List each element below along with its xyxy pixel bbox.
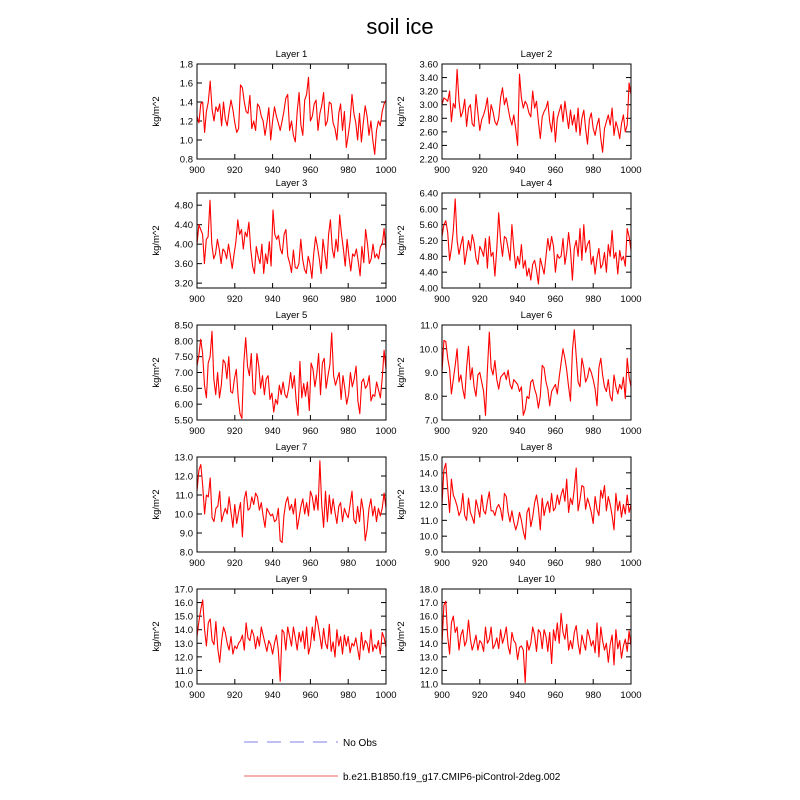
y-tick-label: 11.0 bbox=[420, 679, 438, 691]
x-tick-label: 940 bbox=[509, 165, 526, 176]
x-tick-label: 980 bbox=[585, 294, 602, 305]
y-tick-label: 14.0 bbox=[174, 625, 193, 637]
x-tick-label: 960 bbox=[302, 426, 319, 437]
x-tick-label: 980 bbox=[340, 294, 357, 305]
y-tick-label: 9.0 bbox=[424, 547, 438, 559]
y-tick-label: 8.0 bbox=[179, 547, 193, 559]
y-axis-label: kg/m^2 bbox=[396, 357, 407, 388]
legend-obs-label: No Obs bbox=[343, 738, 377, 749]
y-tick-label: 2.80 bbox=[419, 113, 438, 125]
y-tick-label: 13.0 bbox=[419, 652, 438, 664]
panel-title: Layer 10 bbox=[518, 574, 555, 585]
y-axis-label: kg/m^2 bbox=[151, 621, 162, 652]
y-axis-label: kg/m^2 bbox=[151, 357, 162, 388]
x-tick-label: 1000 bbox=[375, 294, 397, 305]
y-tick-label: 8.50 bbox=[174, 320, 193, 332]
figure-title: soil ice bbox=[366, 14, 434, 39]
x-tick-label: 900 bbox=[189, 165, 205, 176]
y-tick-label: 1.0 bbox=[179, 135, 193, 147]
series-line bbox=[197, 77, 386, 154]
series-line bbox=[197, 600, 386, 681]
panel-title: Layer 5 bbox=[275, 310, 308, 321]
x-tick-label: 960 bbox=[302, 558, 319, 569]
y-tick-label: 16.0 bbox=[174, 598, 193, 610]
x-tick-label: 980 bbox=[340, 558, 357, 569]
y-tick-label: 6.50 bbox=[174, 383, 193, 395]
series-line bbox=[197, 200, 386, 278]
series-line bbox=[442, 199, 631, 284]
panel-layer-7 bbox=[151, 442, 397, 569]
y-tick-label: 15.0 bbox=[174, 611, 193, 623]
y-tick-label: 14.0 bbox=[419, 638, 438, 650]
x-tick-label: 980 bbox=[585, 426, 602, 437]
y-tick-label: 4.80 bbox=[174, 200, 193, 212]
x-tick-label: 900 bbox=[189, 426, 205, 437]
y-tick-label: 17.0 bbox=[419, 598, 438, 610]
y-tick-label: 2.40 bbox=[419, 140, 438, 152]
y-tick-label: 1.2 bbox=[179, 116, 193, 128]
y-tick-label: 11.0 bbox=[420, 320, 438, 332]
y-tick-label: 11.0 bbox=[420, 515, 438, 527]
x-tick-label: 960 bbox=[302, 165, 319, 176]
y-tick-label: 2.60 bbox=[419, 127, 438, 139]
x-tick-label: 940 bbox=[264, 690, 281, 701]
y-axis-label: kg/m^2 bbox=[151, 489, 162, 520]
x-tick-label: 940 bbox=[509, 558, 526, 569]
series-line bbox=[197, 331, 386, 418]
x-tick-label: 960 bbox=[547, 294, 564, 305]
y-tick-label: 6.40 bbox=[419, 188, 438, 200]
series-line bbox=[442, 463, 631, 539]
series-line bbox=[442, 69, 631, 152]
plot-frame bbox=[442, 457, 631, 552]
x-tick-label: 980 bbox=[340, 165, 357, 176]
y-tick-label: 1.6 bbox=[179, 78, 193, 90]
panel-layer-3 bbox=[151, 178, 397, 305]
x-tick-label: 900 bbox=[434, 690, 450, 701]
y-tick-label: 9.0 bbox=[424, 368, 438, 379]
y-tick-label: 11.0 bbox=[175, 490, 193, 502]
y-axis-label: kg/m^2 bbox=[151, 225, 162, 256]
series-line bbox=[442, 601, 631, 682]
x-tick-label: 920 bbox=[226, 558, 243, 569]
y-tick-label: 4.00 bbox=[419, 283, 438, 295]
x-tick-label: 980 bbox=[340, 690, 357, 701]
y-tick-label: 15.0 bbox=[419, 452, 438, 464]
y-tick-label: 13.0 bbox=[174, 452, 193, 464]
y-tick-label: 4.40 bbox=[419, 267, 438, 279]
panel-layer-5 bbox=[151, 310, 397, 437]
y-tick-label: 4.00 bbox=[174, 239, 193, 251]
y-tick-label: 5.60 bbox=[419, 220, 438, 232]
x-tick-label: 920 bbox=[226, 690, 243, 701]
y-tick-label: 1.4 bbox=[179, 97, 193, 109]
x-tick-label: 1000 bbox=[375, 165, 397, 176]
y-tick-label: 3.00 bbox=[419, 100, 438, 112]
y-tick-label: 10.0 bbox=[174, 509, 193, 521]
y-tick-label: 18.0 bbox=[419, 584, 438, 596]
plot-frame bbox=[197, 193, 386, 288]
x-tick-label: 980 bbox=[340, 426, 357, 437]
panel-title: Layer 1 bbox=[275, 49, 308, 60]
legend bbox=[244, 738, 561, 783]
y-tick-label: 3.20 bbox=[174, 278, 193, 290]
x-tick-label: 960 bbox=[302, 294, 319, 305]
x-tick-label: 920 bbox=[226, 426, 243, 437]
x-tick-label: 960 bbox=[547, 558, 564, 569]
x-tick-label: 920 bbox=[471, 426, 488, 437]
y-tick-label: 5.20 bbox=[419, 236, 438, 247]
y-tick-label: 12.0 bbox=[174, 652, 193, 664]
y-tick-label: 14.0 bbox=[419, 468, 438, 480]
legend-series-label: b.e21.B1850.f19_g17.CMIP6-piControl-2deg.002 bbox=[343, 772, 561, 783]
y-tick-label: 6.00 bbox=[419, 204, 438, 216]
y-axis-label: kg/m^2 bbox=[151, 96, 162, 127]
x-tick-label: 920 bbox=[471, 558, 488, 569]
y-tick-label: 13.0 bbox=[174, 638, 193, 650]
y-tick-label: 12.0 bbox=[419, 665, 438, 677]
y-tick-label: 10.0 bbox=[419, 531, 438, 543]
y-tick-label: 15.0 bbox=[419, 625, 438, 637]
panel-layer-2 bbox=[396, 49, 642, 176]
x-tick-label: 960 bbox=[547, 426, 564, 437]
y-tick-label: 11.0 bbox=[175, 665, 193, 677]
y-axis-label: kg/m^2 bbox=[396, 225, 407, 256]
y-tick-label: 8.00 bbox=[174, 336, 193, 348]
x-tick-label: 1000 bbox=[620, 294, 642, 305]
x-tick-label: 920 bbox=[226, 165, 243, 176]
x-tick-label: 900 bbox=[189, 294, 205, 305]
x-tick-label: 940 bbox=[509, 426, 526, 437]
y-tick-label: 16.0 bbox=[419, 611, 438, 623]
x-tick-label: 920 bbox=[226, 294, 243, 305]
x-tick-label: 920 bbox=[471, 165, 488, 176]
x-tick-label: 940 bbox=[509, 294, 526, 305]
x-tick-label: 960 bbox=[547, 690, 564, 701]
y-tick-label: 7.50 bbox=[174, 352, 193, 364]
y-tick-label: 17.0 bbox=[174, 584, 193, 596]
panel-title: Layer 9 bbox=[275, 574, 308, 585]
x-tick-label: 1000 bbox=[620, 690, 642, 701]
series-line bbox=[442, 330, 631, 416]
y-tick-label: 7.00 bbox=[174, 368, 193, 379]
x-tick-label: 960 bbox=[547, 165, 564, 176]
y-tick-label: 7.0 bbox=[424, 415, 438, 427]
x-tick-label: 1000 bbox=[620, 165, 642, 176]
y-tick-label: 2.20 bbox=[419, 154, 438, 166]
y-tick-label: 12.0 bbox=[419, 500, 438, 511]
x-tick-label: 1000 bbox=[620, 426, 642, 437]
x-tick-label: 940 bbox=[264, 426, 281, 437]
x-tick-label: 940 bbox=[264, 165, 281, 176]
y-tick-label: 6.00 bbox=[174, 399, 193, 411]
y-tick-label: 10.0 bbox=[419, 344, 438, 356]
x-tick-label: 900 bbox=[189, 558, 205, 569]
x-tick-label: 980 bbox=[585, 165, 602, 176]
x-tick-label: 900 bbox=[434, 426, 450, 437]
x-tick-label: 920 bbox=[471, 294, 488, 305]
y-tick-label: 8.0 bbox=[424, 391, 438, 403]
panel-layer-6 bbox=[396, 310, 642, 437]
x-tick-label: 900 bbox=[434, 294, 450, 305]
y-tick-label: 3.60 bbox=[419, 59, 438, 71]
panel-title: Layer 2 bbox=[520, 49, 553, 60]
panel-layer-10 bbox=[396, 574, 642, 701]
panel-title: Layer 6 bbox=[520, 310, 553, 321]
plot-frame bbox=[197, 325, 386, 420]
panel-title: Layer 7 bbox=[275, 442, 308, 453]
y-tick-label: 5.50 bbox=[174, 415, 193, 427]
y-axis-label: kg/m^2 bbox=[396, 96, 407, 127]
x-tick-label: 900 bbox=[189, 690, 205, 701]
y-tick-label: 13.0 bbox=[419, 484, 438, 496]
y-tick-label: 12.0 bbox=[174, 471, 193, 483]
panel-title: Layer 3 bbox=[275, 178, 308, 189]
x-tick-label: 940 bbox=[264, 294, 281, 305]
x-tick-label: 1000 bbox=[620, 558, 642, 569]
panel-title: Layer 4 bbox=[520, 178, 553, 189]
y-axis-label: kg/m^2 bbox=[396, 621, 407, 652]
x-tick-label: 1000 bbox=[375, 690, 397, 701]
series-line bbox=[197, 461, 386, 543]
panel-layer-4 bbox=[396, 178, 642, 305]
x-tick-label: 1000 bbox=[375, 558, 397, 569]
plot-frame bbox=[197, 589, 386, 684]
x-tick-label: 900 bbox=[434, 558, 450, 569]
x-tick-label: 980 bbox=[585, 558, 602, 569]
panel-title: Layer 8 bbox=[520, 442, 553, 453]
panel-layer-8 bbox=[396, 442, 642, 569]
y-tick-label: 4.80 bbox=[419, 251, 438, 263]
y-tick-label: 10.0 bbox=[174, 679, 193, 691]
panels bbox=[151, 49, 642, 701]
y-tick-label: 3.40 bbox=[419, 73, 438, 85]
y-tick-label: 1.8 bbox=[179, 59, 193, 71]
panel-layer-9 bbox=[151, 574, 397, 701]
y-tick-label: 3.60 bbox=[174, 259, 193, 271]
y-axis-label: kg/m^2 bbox=[396, 489, 407, 520]
y-tick-label: 0.8 bbox=[179, 154, 193, 166]
x-tick-label: 960 bbox=[302, 690, 319, 701]
y-tick-label: 9.0 bbox=[179, 528, 193, 540]
x-tick-label: 940 bbox=[509, 690, 526, 701]
y-tick-label: 3.20 bbox=[419, 86, 438, 98]
plot-frame bbox=[197, 64, 386, 159]
x-tick-label: 900 bbox=[434, 165, 450, 176]
x-tick-label: 940 bbox=[264, 558, 281, 569]
x-tick-label: 980 bbox=[585, 690, 602, 701]
x-tick-label: 920 bbox=[471, 690, 488, 701]
y-tick-label: 4.40 bbox=[174, 220, 193, 232]
panel-layer-1 bbox=[151, 49, 397, 176]
x-tick-label: 1000 bbox=[375, 426, 397, 437]
